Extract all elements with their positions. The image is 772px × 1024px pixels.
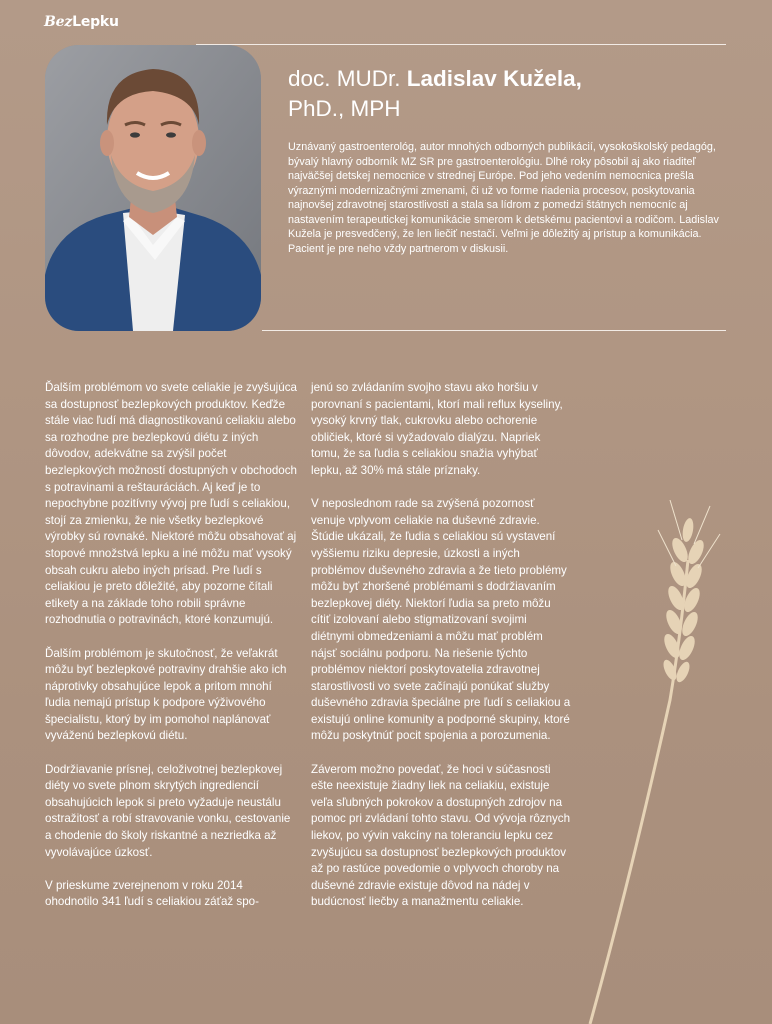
author-title-prefix: doc. MUDr.: [288, 66, 407, 91]
author-title-suffix: PhD., MPH: [288, 96, 401, 121]
paragraph: Ďalším problémom vo svete celiakie je zvyšujúca sa dostupnosť bezlepkových produktov. Keďže stále viac ľudí má diagnostikovanú celiakiu alebo sa rozhodne pre bezlepkovú diétu z iných dôvodov, adekvátne sa zvýšil počet bezlepkových možností dostupných v obchodoch s potravinami a reštauráciách. Aj keď je to nepochybne pozitívny vývoj pre ľudí s celiakiou, stojí za zmienku, že nie všetky bezlepkové výrobky sú rovnaké. Niektoré môžu obsahovať aj stopové množstvá lepku a iné môžu mať vysoký obsah cukru alebo iných prísad. Pre ľudí s celiakiou je preto dôležité, aby pozorne čítali etikety a na základe toho robili správne rozhodnutia o potravinách, ktoré konzumujú.: [45, 381, 297, 627]
paragraph: Ďalším problémom je skutočnosť, že veľakrát môžu byť bezlepkové potraviny drahšie ako ich náprotivky obsahujúce lepok a pritom mnohí ľudia nemajú prístup k podpore výživového špecialistu, ktorý by im pomohol naplánovať vyváženú bezlepkovú diétu.: [45, 646, 287, 743]
logo-part-bez: Bez: [44, 14, 73, 30]
author-name-main: Ladislav Kužela,: [406, 66, 582, 91]
top-divider: [196, 44, 726, 45]
author-bio: Uznávaný gastroenterológ, autor mnohých odborných publikácií, vysokoškolský pedagóg, bývalý hlavný odborník MZ SR pre gastroenterológiu. Dlhé roky pôsobil aj ako riaditeľ najväčšej detskej nemocnice v strednej Európe. Pod jeho vedením nemocnica prešla výraznými modernizačnými zmenami, či už vo forme riadenia procesov, poskytovania najnovšej zdravotnej starostlivosti a stala sa lídrom z pomedzi štátnych nemocníc aj nastavením terapeutickej komunikácie smerom k detskému pacientovi a rodičom. Ladislav Kužela je presvedčený, že len liečiť nestačí. Veľmi je dôležitý aj prístup a komunikácia. Pacient je pre neho vždy partnerom v diskusii.: [288, 141, 719, 255]
paragraph: Dodržiavanie prísnej, celoživotnej bezlepkovej diéty vo svete plnom skrytých ingrediencií obsahujúcich lepok si preto vyžaduje neustálu ostražitosť a robí stravovanie vonku, cestovanie a chodenie do školy riskantné a nezriedka až vyvolávajúce úzkosť.: [45, 762, 291, 859]
article-column-2: [311, 380, 571, 928]
author-portrait: [45, 45, 261, 331]
bio-divider: [262, 330, 726, 331]
paragraph: jenú so zvládaním svojho stavu ako horšiu v porovnaní s pacientami, ktorí mali reflux kyseliny, vysoký krvný tlak, cukrovku alebo ochorenie obličiek, ktoré si vyžadovalo dialýzu. Napriek tomu, že sa ľudia s celiakiou snažia vyhýbať lepku, až 30% má stále príznaky.: [311, 381, 563, 477]
author-name: [288, 64, 728, 124]
article-column-1: [45, 380, 297, 928]
logo-part-lepku: Lepku: [72, 14, 119, 30]
paragraph: V neposlednom rade sa zvýšená pozornosť venuje vplyvom celiakie na duševné zdravie. Štúdie ukázali, že ľudia s celiakiou sú vystavení vyššiemu riziku depresie, úzkosti a iných problémov duševného zdravia a že tieto problémy môžu byť zhoršené problémami s dodržiavaním bezlepkovej diéty. Niektorí ľudia sa preto môžu cítiť izolovaní alebo stigmatizovaní svojimi diétnymi obmedzeniami a môžu mať problém nájsť sociálnu podporu. Na riešenie týchto problémov niektorí poskytovatelia zdravotnej starostlivosti vo svete začínajú ponúkať služby duševného zdravia špeciálne pre ľudí s celiakiou a existujú online komunity a podporné skupiny, ktoré môžu poskytnúť pocit spojenia a porozumenia.: [311, 497, 571, 743]
portrait-photo-icon: [45, 45, 261, 331]
paragraph: V prieskume zverejnenom v roku 2014 ohodnotilo 341 ľudí s celiakiou záťaž spo-: [45, 878, 259, 909]
magazine-logo: [44, 14, 119, 30]
paragraph: Záverom možno povedať, že hoci v súčasnosti ešte neexistuje žiadny liek na celiakiu, existuje veľa sľubných pokrokov a dostupných zdrojov na pomoc pri zvládaní tohto stavu. Od vývoja rôznych liekov, po vývin vakcíny na toleranciu lepku cez zvyšujúcu sa dostupnosť bezlepkových produktov až po rastúce povedomie o vplyvoch choroby na duševné zdravie existuje dôvod na nádej v budúcnosť liečby a manažmentu celiakie.: [311, 762, 571, 909]
wheat-stalk-icon: [570, 500, 750, 1024]
